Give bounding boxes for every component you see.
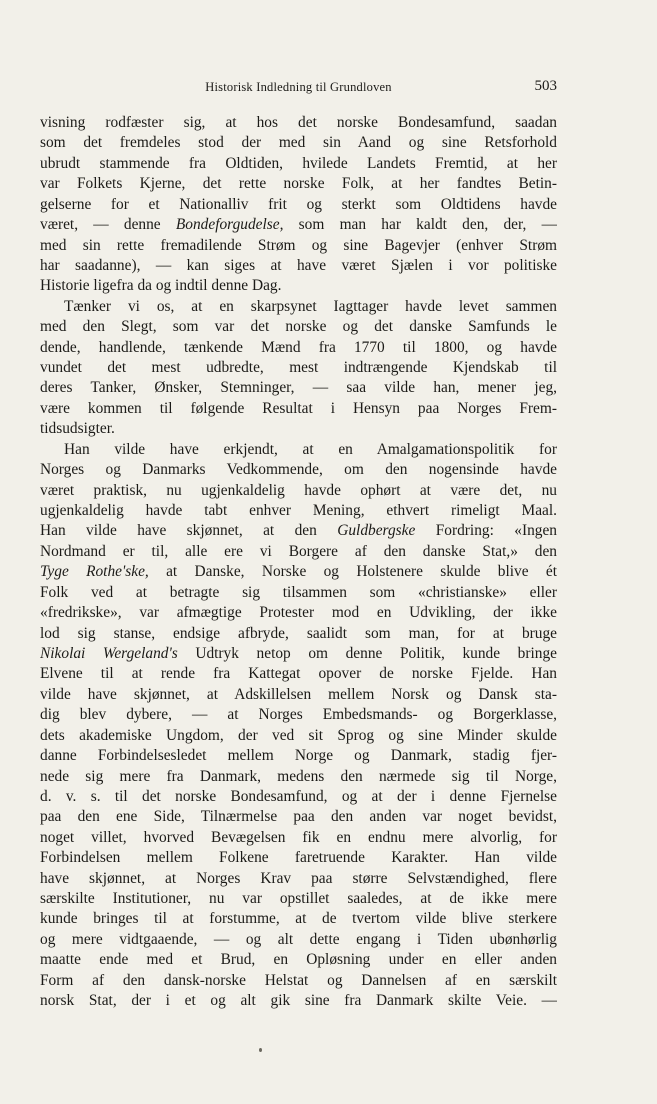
text-line [40,236,557,256]
text-line [40,419,557,439]
text-line [40,542,557,562]
text-segment: dende, handlende, tænkende Mænd fra 1770 til 1800, og havde [40,338,557,356]
italic-term: Guldbergske [337,522,416,540]
text-line [40,889,557,909]
text-line [40,440,557,460]
text-line [40,644,557,664]
text-segment: Fordring: «Ingen [415,522,557,540]
text-segment: norsk Stat, der i et og alt gik sine fra Danmark skilte Veie. — [40,992,557,1010]
text-line [40,971,557,991]
text-segment: Form af den dansk-norske Helstat og Dannelsen af en særskilt [40,971,557,989]
text-segment: noget villet, hvorved Bevægelsen fik en endnu mere alvorlig, for [40,828,557,846]
text-segment: Tænker vi os, at en skarpsynet Iagttager havde levet sammen [64,297,557,315]
text-line [40,215,557,235]
text-segment: visning rodfæster sig, at hos det norske Bondesamfund, saadan [40,114,557,131]
text-line [40,562,557,582]
text-segment: gelserne for et Nationalliv frit og sterkt som Oldtidens havde [40,195,557,213]
italic-term: Nikolai Wergeland's [40,644,178,662]
text-segment: Norges og Danmarks Vedkommende, om den nogensinde havde [40,461,557,479]
text-line [40,746,557,766]
text-segment: nede sig mere fra Danmark, medens den nærmede sig til Norge, [40,767,557,785]
text-line [40,726,557,746]
text-line [40,501,557,521]
text-line [40,991,557,1011]
text-line [40,869,557,889]
text-line [40,174,557,194]
text-line [40,807,557,827]
italic-term: Bondeforgudelse, [175,216,284,234]
text-line [40,787,557,807]
italic-term: Tyge Rothe'ske, [40,563,149,581]
text-line [40,154,557,174]
text-segment: tidsudsigter. [40,420,115,438]
text-segment: maatte ende med et Brud, en Opløsning under en eller anden [40,951,557,969]
text-line [40,664,557,684]
text-line [40,583,557,603]
text-segment: lod sig stanse, endsige afbryde, saalidt som man, for at bruge [40,624,557,642]
text-segment: ubrudt stammende fra Oldtiden, hvilede Landets Fremtid, at her [40,154,557,172]
page-header [40,80,557,100]
text-line [40,685,557,705]
text-segment: Historie ligefra da og indtil denne Dag. [40,277,282,295]
page-number: 503 [534,78,557,94]
text-line [40,603,557,623]
text-line [40,624,557,644]
text-segment: d. v. s. til det norske Bondesamfund, og at der i denne Fjernelse [40,787,557,805]
text-segment: Han vilde have skjønnet, at den [40,522,338,540]
text-line [40,317,557,337]
text-segment: været, — denne [40,216,176,234]
text-segment: med den Slegt, som var det norske og det danske Samfunds le [40,318,557,336]
text-segment: vundet det mest udbredte, mest indtrængende Kjendskab til [40,359,557,377]
text-line [40,256,557,276]
text-line [40,767,557,787]
text-segment: Han vilde have erkjendt, at en Amalgamationspolitik for [64,440,557,458]
text-segment: deres Tanker, Ønsker, Stemninger, — saa vilde han, mener jeg, [40,379,557,397]
text-segment: Nordmand er til, alle ere vi Borgere af den danske Stat,» den [40,542,557,560]
text-segment: Udtryk netop om denne Politik, kunde bringe [177,644,557,662]
text-segment: særskilte Institutioner, nu var opstillet saaledes, at de ikke mere [40,890,557,908]
text-line [40,950,557,970]
text-line [40,930,557,950]
text-line [40,460,557,480]
text-line [40,521,557,541]
text-segment: har saadanne), — kan siges at have været Sjælen i vor politiske [40,256,557,274]
text-segment: paa den ene Side, Tilnærmelse paa den anden var noget bevidst, [40,808,557,826]
text-segment: Forbindelsen mellem Folkene faretruende Karakter. Han vilde [40,849,557,867]
text-segment: dets akademiske Ungdom, der ved sit Sprog og sine Minder skulde [40,726,557,744]
text-segment: ugjenkaldelig havde tabt enhver Mening, ethvert rimeligt Maal. [40,502,557,520]
text-segment: som man har kaldt den, der, — [283,216,557,234]
text-line [40,848,557,868]
text-line [40,195,557,215]
text-segment: Folk ved at betragte sig tilsammen som «christianske» eller [40,583,557,601]
text-segment: at Danske, Norske og Holstenere skulde blive ét [148,563,557,581]
text-line [40,828,557,848]
text-segment: «fredrikske», var afmægtige Protester mod en Udvikling, der ikke [40,604,557,622]
print-speck [259,1048,262,1052]
text-segment: og mere vidtgaaende, — og alt dette engang i Tiden ubønhørlig [40,930,557,948]
text-segment: vilde have skjønnet, at Adskillelsen mellem Norsk og Dansk sta- [40,685,557,703]
text-segment: danne Forbindelsesledet mellem Norge og Danmark, stadig fjer- [40,747,557,765]
text-line [40,297,557,317]
text-segment: som det fremdeles stod der med sin Aand og sine Retsforhold [40,134,557,152]
text-segment: være kommen til følgende Resultat i Hensyn paa Norges Frem- [40,399,557,417]
text-segment: have skjønnet, at Norges Krav paa større Selvstændighed, flere [40,869,557,887]
text-segment: Elvene til at rende fra Kattegat opover de norske Fjelde. Han [40,665,557,683]
text-line [40,276,557,296]
text-line [40,358,557,378]
text-segment: var Folkets Kjerne, det rette norske Folk, at her fandtes Betin- [40,175,557,193]
text-line [40,113,557,133]
text-line [40,909,557,929]
text-segment: kunde bringes til at forstumme, at de tvertom vilde blive sterkere [40,910,557,928]
text-line [40,481,557,501]
text-segment: dig blev dybere, — at Norges Embedsmands- og Borgerklasse, [40,706,557,724]
text-line [40,705,557,725]
text-line [40,378,557,398]
running-title: Historisk Indledning til Grundloven [205,80,392,94]
body-text [40,113,557,1012]
text-line [40,399,557,419]
text-segment: været praktisk, nu ugjenkaldelig havde ophørt at være det, nu [40,481,557,499]
text-segment: med sin rette fremadilende Strøm og sine Bagevjer (enhver Strøm [40,236,557,254]
text-line [40,133,557,153]
text-line [40,338,557,358]
